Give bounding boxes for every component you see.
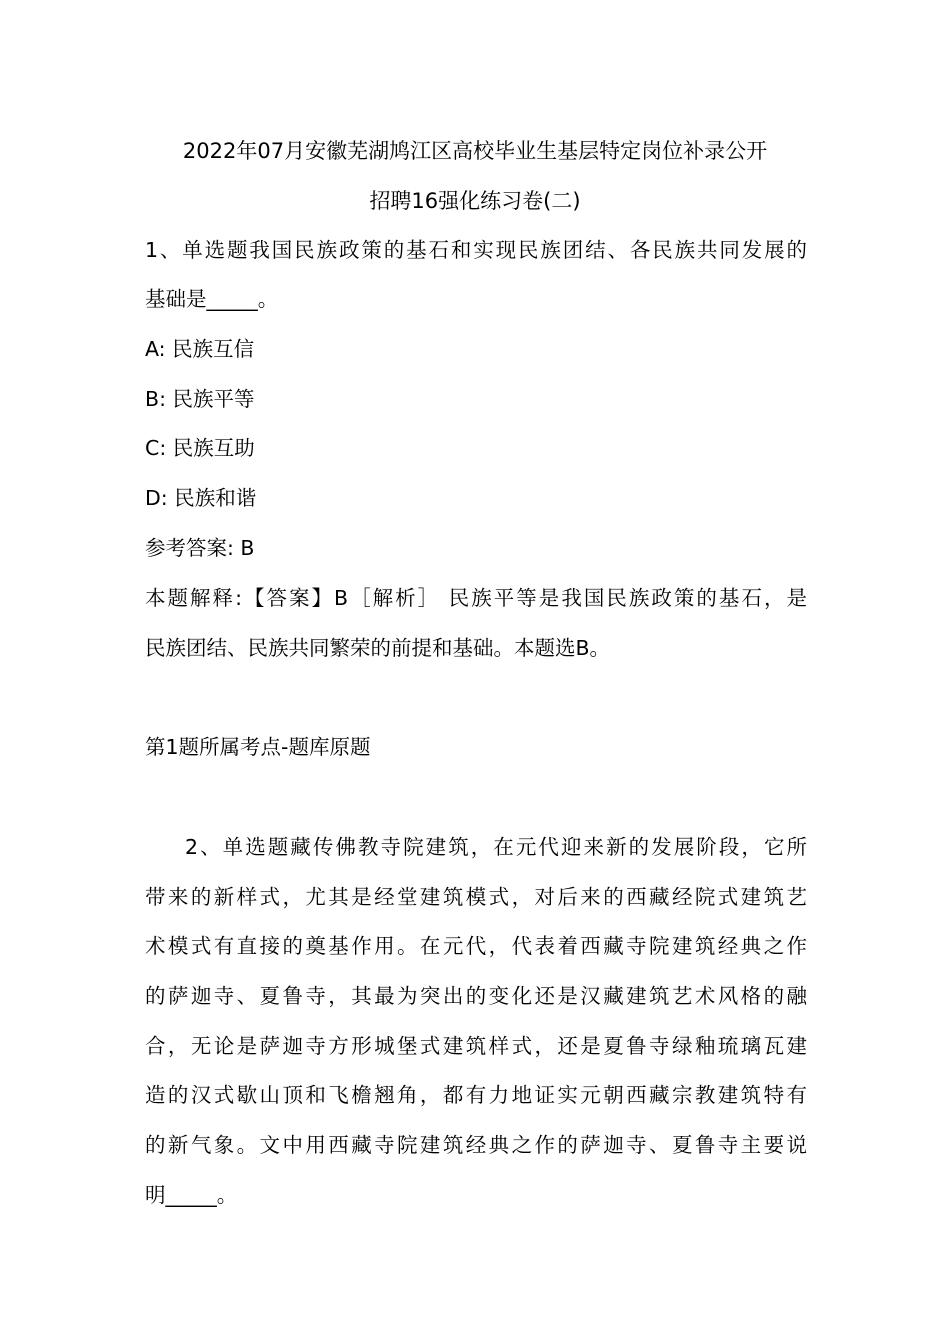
question-2-stem-line-6: 造的汉式歇山顶和飞檐翘角，都有力地证实元朝西藏宗教建筑特有 [145, 1083, 807, 1107]
question-2-stem-line-4: 的萨迦寺、夏鲁寺，其最为突出的变化还是汉藏建筑艺术风格的融 [145, 984, 807, 1008]
question-2-stem-line-8: 明_____。 [145, 1183, 238, 1207]
question-2-stem-line-5: 合，无论是萨迦寺方形城堡式建筑样式，还是夏鲁寺绿釉琉璃瓦建 [145, 1034, 807, 1058]
title-line-1: 2022年07月安徽芜湖鸠江区高校毕业生基层特定岗位补录公开 [182, 139, 768, 163]
title-line-2: 招聘16强化练习卷(二) [369, 189, 581, 213]
knowledge-point: 第1题所属考点-题库原题 [145, 735, 371, 759]
option-a: A: 民族互信 [145, 337, 255, 361]
question-2-stem-line-2: 带来的新样式，尤其是经堂建筑模式，对后来的西藏经院式建筑艺 [145, 885, 807, 909]
explanation-line-2: 民族团结、民族共同繁荣的前提和基础。本题选B。 [145, 636, 611, 660]
option-c: C: 民族互助 [145, 436, 255, 460]
option-b: B: 民族平等 [145, 387, 255, 411]
option-d: D: 民族和谐 [145, 486, 257, 510]
question-1-stem-line-2: 基础是_____。 [145, 287, 279, 311]
explanation-line-1: 本题解释:【答案】B［解析］ 民族平等是我国民族政策的基石，是 [145, 586, 807, 610]
question-1-stem-line-1: 1、单选题我国民族政策的基石和实现民族团结、各民族共同发展的 [145, 238, 807, 262]
answer-line: 参考答案: B [145, 536, 255, 560]
question-2-stem-line-1: 2、单选题藏传佛教寺院建筑，在元代迎来新的发展阶段，它所 [185, 835, 807, 859]
question-2-stem-line-3: 术模式有直接的奠基作用。在元代，代表着西藏寺院建筑经典之作 [145, 934, 807, 958]
question-2-stem-line-7: 的新气象。文中用西藏寺院建筑经典之作的萨迦寺、夏鲁寺主要说 [145, 1133, 807, 1157]
